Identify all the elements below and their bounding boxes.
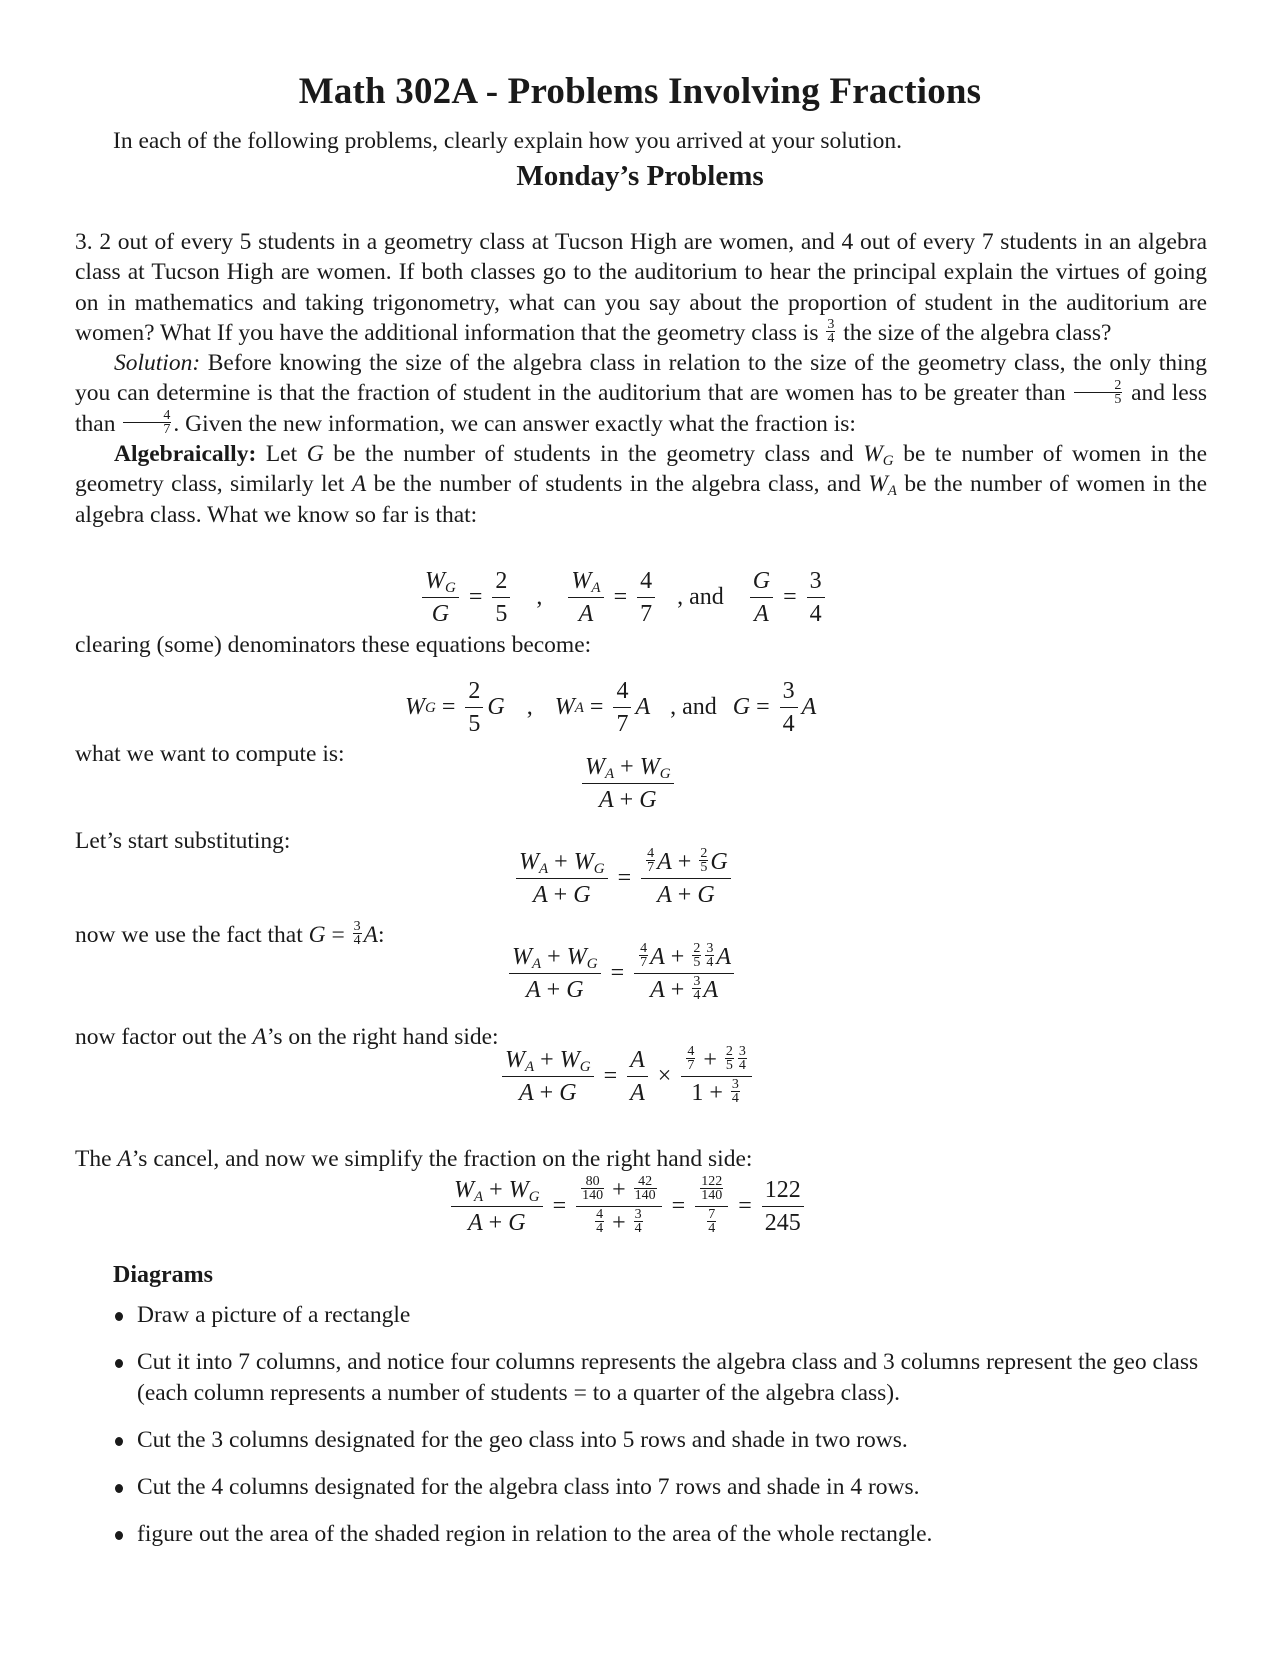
solution-text: . Given the new information, we can answer exactly what the fraction is: [173,410,856,437]
list-item: Cut it into 7 columns, and notice four columns represents the algebra class and 3 columns represent the geo class (each column represents a number of students = to a quarter of the algebra class). [113,1347,1207,1409]
problem-statement [75,227,1207,348]
list-item: Cut the 4 columns designated for the algebra class into 7 rows and shade in 4 rows. [113,1472,1207,1503]
fraction-three-quarters: $\frac{3}{4}$ [827,317,835,346]
bullet-icon [115,1437,123,1446]
final-result: $\frac{122}{245}$ [762,1175,804,1238]
list-item: Draw a picture of a rectangle [113,1300,1207,1331]
bullet-icon [115,1359,123,1368]
instructions: In each of the following problems, clearly explain how you arrived at your solution. [113,128,902,154]
section-heading: Monday’s Problems [516,160,764,192]
problem-text: 2 out of every 5 students in a geometry class at Tucson High are women, and 4 out of every 7 students in an algebra class at Tucson High are women. If both classes go to the auditorium to hear the principal explain the virtues of going on in mathematics and taking trigonometry, what can you say about the proportion of student in the auditorium are women? What If you have the additional information that the geometry class is [75,229,1207,346]
bullet-icon [115,1484,123,1493]
compute-label: what we want to compute is: [75,741,345,767]
solution-text: Before knowing the size of the algebra class in relation to the size of the geometry class, the only thing you can determine is that the fraction of student in the auditorium that are women has to be greater than [75,350,1207,407]
page-title: Math 302A - Problems Involving Fractions [298,71,982,112]
bullet-icon [115,1531,123,1540]
cancel-label: The A’s cancel, and now we simplify the fraction on the right hand side: [75,1146,753,1172]
problem-block [75,227,1207,530]
clearing-label: clearing (some) denominators these equations become: [75,632,592,658]
list-item: figure out the area of the shaded region in relation to the area of the whole rectangle. [113,1519,1207,1550]
algebraic-paragraph: Algebraically: Let G be the number of students in the geometry class and $W_G$ be te number of women in the geometry class, similarly let A be the number of students in the algebra class, and $W_A$ be the number of women in the algebra class. What we know so far is that: [75,441,1208,528]
problem-text-end: the size of the algebra class? [843,319,1112,346]
bullet-icon [115,1312,123,1321]
solution-text: and less than [75,380,1207,437]
diagrams-heading: Diagrams [113,1262,213,1288]
fact-label: now we use the fact that G = $\frac{3}{4}$ A: [75,919,385,949]
solution-label: Solution: [114,350,201,377]
algebraic-label: Algebraically: [114,441,257,468]
document-page: Math 302A - Problems Involving Fractions In each of the following problems, clearly explain how you arrived at your solution. Monday’s Problems 3. 2 out of every 5 students in a geometry class at Tucson High are women, and 4 out of every 7 students in an algebra class at Tucson High are women. If both classes go to the auditorium to hear the principal explain the virtues of going on in mathematics and taking trigonometry, what can you say about the proportion of student in the auditorium are women? What If you have the additional information that the geometry class is $\frac{3}{4}$ the size of the algebra class? Solution: Before knowing the size of the algebra class in relation to the size of the geometry class, the only thing you can determine is that the fraction of student in the auditorium that are women has to be greater than $\frac{2}{5}$ and less than $\frac{4}{7}$ . Given the new information, we can answer exactly what the fraction is: Algebraically: Let G be the number of students in the geometry class and $W_G$ be te number of women in the geometry class, similarly let A be the number of students in the algebra class, and $W_A$ be the number of women in the algebra class. What we know so far is that: $\frac{W_G}{G}$ = $\frac{2}{5}$ , $\frac{W_A}{A}$ = $\frac{4}{7}$ , and $\frac{G}{A}$ = $\frac{3}{4}$ clearing (some) denominators these equations become: W G = $\frac{2}{5}$ G , W A = $\frac{4}{7}$ A , and G = $\frac{3}{4}$ A what we want to compute is: $\frac{W_A + W_G}{A + G}$ Let’s start substituting: $\frac{W_A + W_G}{A + G}$ = $\frac{4}{7}$ A + $\frac{2}{5}$ G A + G now we use the fact that G = $\frac{3}{4}$ A: $\frac{W_A + W_G}{A + G}$ = $\frac{4}{7}$ A + $\frac{2}{5}$ $\frac{3}{4}$ A A + $\frac{3}{4}$ A now factor out the A’s on the right hand side: $\frac{W_A + W_G}{A + G}$ = $\frac{A}{A}$ × $\frac{4}{7}$ + $\frac{2}{5}$ $\frac{3}{4}$ 1 + $\frac{3}{4}$ The A’s cancel, and now we simplify the fraction on the right hand side: $\frac{W_A + W_G}{A + G}$ = $\frac{80}{140}$ + $\frac{42}{140}$ $\frac{4}{4}$ + $\frac{3}{4}$ = $\frac{\frac{122}{140}}{\frac{7}{4}}$ = $\frac{122}{245}$ Diagrams Draw a picture of a rectangle Cut it into 7 columns, and notice four columns represents the algebra class and 3 columns represent the geo class (each column represents a number of students = to a quarter of the algebra class). Cut the 3 columns designated for the geo class into 5 rows and shade in two rows. Cut the 4 columns designated for the algebra class into 7 rows and shade in 4 rows. figure out the area of the shaded region in relation to the area of the whole rectangle. [0,0,1280,1656]
solution-paragraph [75,348,1207,439]
factor-label: now factor out the A’s on the right hand side: [75,1024,499,1050]
substitute-label: Let’s start substituting: [75,828,291,854]
problem-number: 3. [75,229,93,255]
fraction-four-sevenths: $\frac{4}{7}$ [123,409,171,436]
list-item: Cut the 3 columns designated for the geo class into 5 rows and shade in two rows. [113,1425,1207,1456]
fraction-two-fifths: $\frac{2}{5}$ [1074,379,1122,406]
diagram-steps-list [113,1300,1207,1566]
